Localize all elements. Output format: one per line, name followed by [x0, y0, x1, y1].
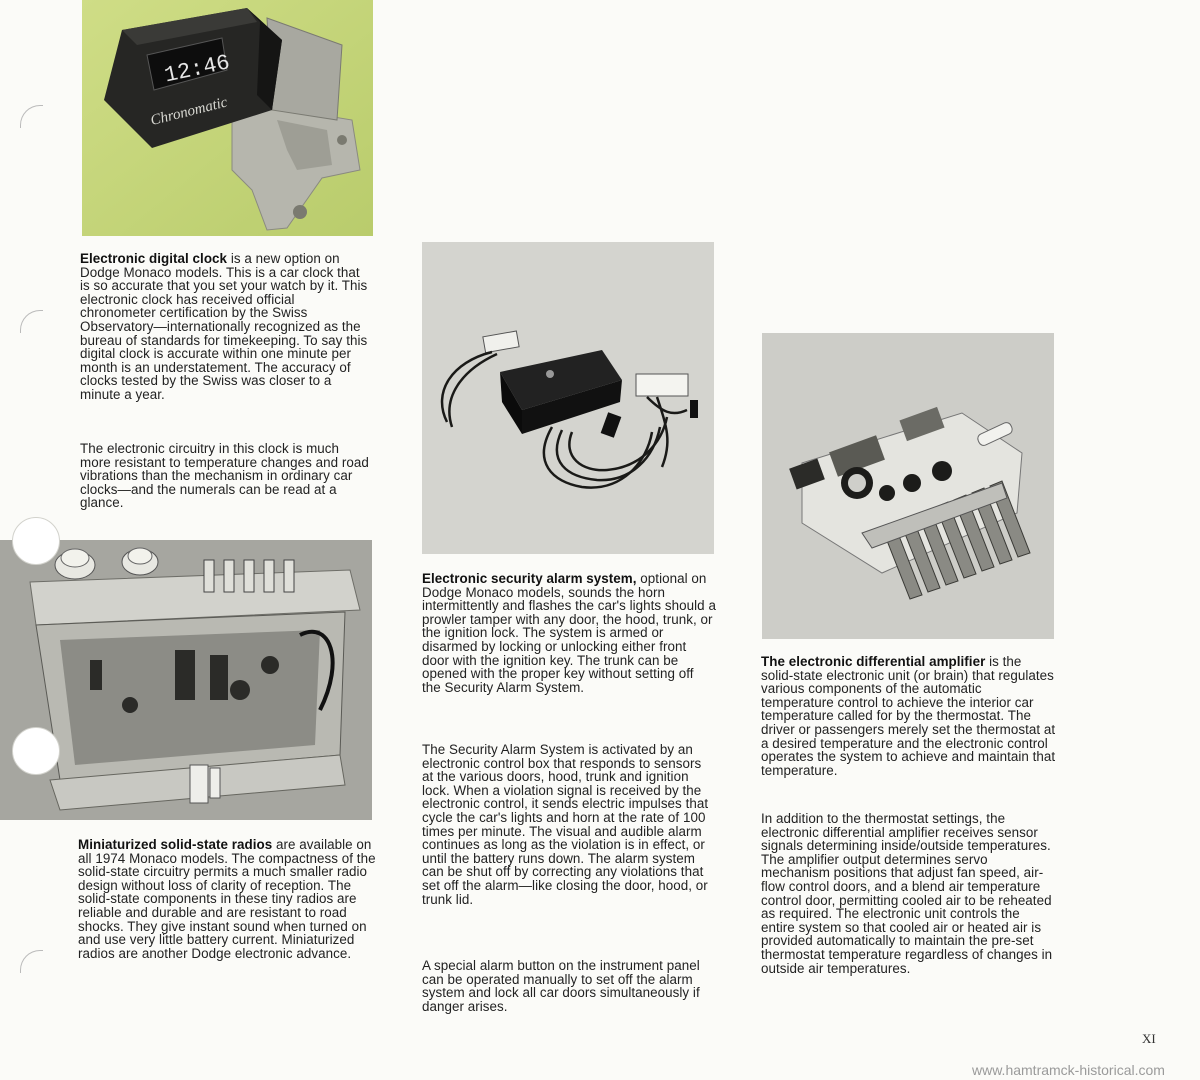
alarm-photo [422, 242, 714, 554]
margin-mark [20, 950, 43, 973]
clock-photo [82, 0, 373, 236]
clock-display-text: 12:46 [162, 50, 233, 89]
radio-heading: Miniaturized solid-state radios [78, 837, 273, 852]
binder-hole [12, 727, 60, 775]
clock-heading: Electronic digital clock [80, 251, 228, 266]
clock-body-1: is a new option on Dodge Monaco models. This is a car clock that is so accurate that you set your watch by it. This electronic clock has received official chronometer certification by the Swiss Observatory—internationally recognized as the bureau of standards for timekeeping. To say this digital clock is accurate within one minute per month is an understatement. The accuracy of clocks tested by the Swiss was closer to a minute a year. [80, 251, 368, 402]
alarm-paragraph-2: The Security Alarm System is activated by an electronic control box that responds to sensors at the various doors, hood, trunk and ignition lock. When a violation signal is received by the electronic control, it sends electric impulses that cycle the car's lights and horn at the rate of 100 times per minute. The visual and audible alarm continues as long as the violation is in effect, or until the battery runs down. The alarm system can be shut off by correcting any violations that set off the alarm—like closing the door, hood, or trunk lid. [422, 742, 709, 907]
margin-mark [20, 105, 43, 128]
amplifier-body-1: is the solid-state electronic unit (or brain) that regulates various components of the automatic temperature control to achieve the interior car temperature called for by the thermostat. The driver or passengers merely set the thermostat at a desired temperature and the electronic control operates the system to achieve and maintain that temperature. [761, 654, 1056, 778]
margin-mark [20, 310, 43, 333]
clock-brand-text: Chronomatic [148, 94, 230, 130]
amplifier-paragraph-2: In addition to the thermostat settings, the electronic differential amplifier receives sensor signals determining inside/outside temperatures. The amplifier output determines servo mechanism positions that adjust fan speed, air-flow control doors, and a blend air temperature control door, permitting cooled air to be reheated as required. The electronic unit controls the entire system so that cooled air or heated air is provided automatically to maintain the pre-set thermostat temperature regardless of changes in outside air temperatures. [761, 811, 1053, 976]
alarm-body-1: optional on Dodge Monaco models, sounds the horn intermittently and flashes the car's lights should a prowler tamper with any door, the hood, trunk, or the ignition lock. The system is armed or disarmed by locking or unlocking either front door with the ignition key. The trunk can be opened with the proper key without setting off the Security Alarm System. [422, 571, 716, 695]
alarm-paragraph-1 [422, 572, 716, 694]
amplifier-paragraph-1 [761, 655, 1057, 777]
watermark: www.hamtramck-historical.com [972, 1062, 1165, 1078]
page-number: XI [1142, 1031, 1156, 1046]
clock-paragraph-2: The electronic circuitry in this clock is much more resistant to temperature changes and road vibrations than the mechanism in ordinary car clocks—and the numerals can be read at a glance. [80, 441, 369, 511]
radio-paragraph-1 [78, 838, 376, 960]
amplifier-heading: The electronic differential amplifier [761, 654, 986, 669]
amplifier-photo [762, 333, 1054, 639]
clock-paragraph-1 [80, 252, 370, 402]
radio-body-1: are available on all 1974 Monaco models. The compactness of the solid-state circuitry permits a much smaller radio design without loss of clarity of reception. The solid-state components in these tiny radios are reliable and durable and are resistant to road shocks. They give instant sound when turned on and use very little battery current. Miniaturized radios are another Dodge electronic advance. [78, 837, 376, 961]
alarm-paragraph-3: A special alarm button on the instrument panel can be operated manually to set off the alarm system and lock all car doors simultaneously if danger arises. [422, 958, 700, 1014]
alarm-heading: Electronic security alarm system, [422, 571, 637, 586]
binder-hole [12, 517, 60, 565]
radio-photo [0, 540, 372, 820]
